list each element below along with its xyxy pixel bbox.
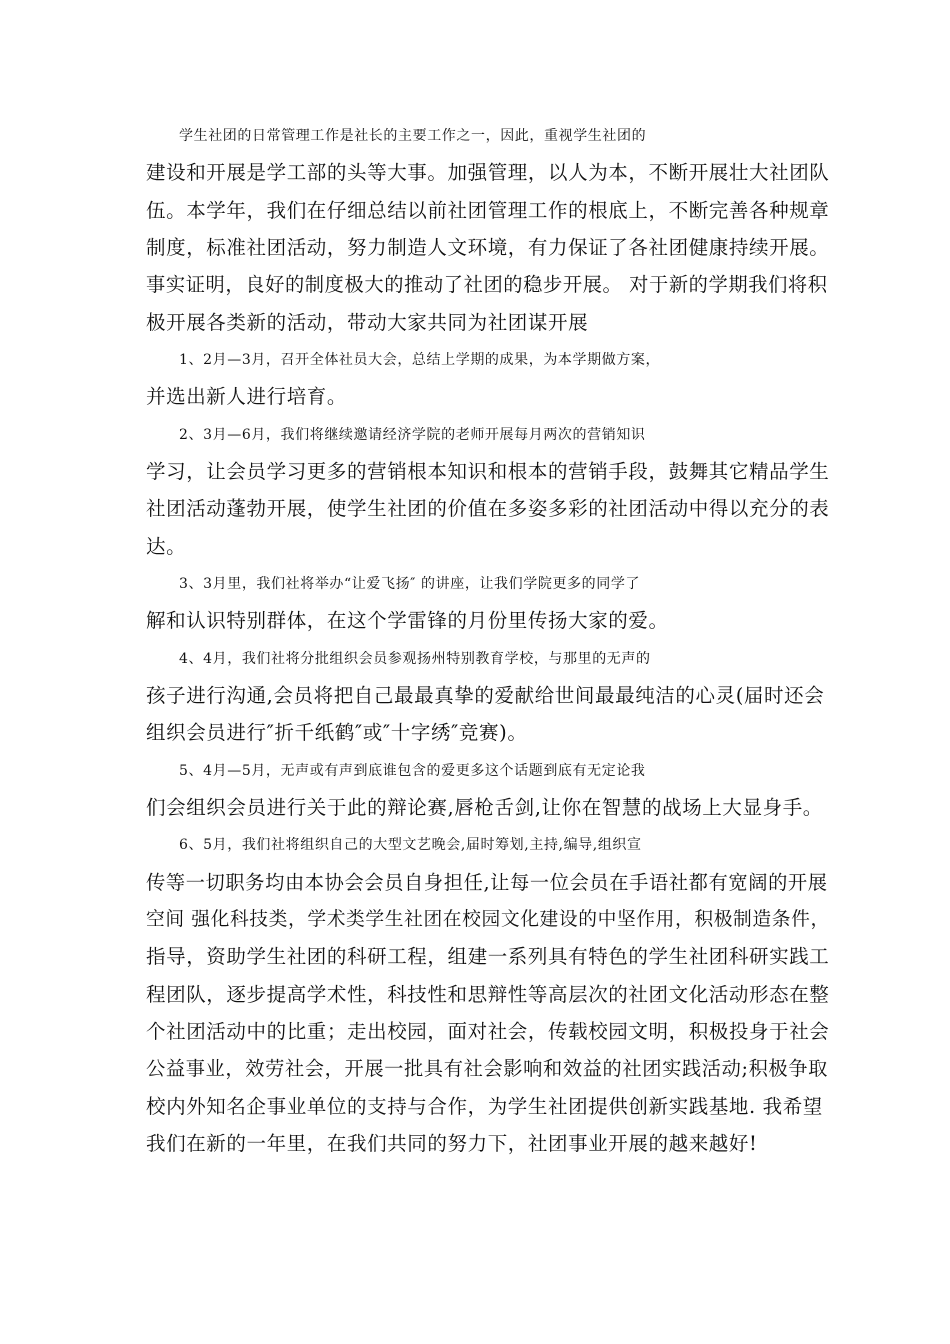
text-line: 6、5月，我们社将组织自己的大型文艺晚会,届时筹划,主持,编导,组织宣 xyxy=(179,837,642,853)
text-line: 学生社团的日常管理工作是社长的主要工作之一，因此，重视学生社团的 xyxy=(179,128,647,144)
text-line: 指导，资助学生社团的科研工程，组建一系列具有特色的学生社团科研实践工 xyxy=(146,945,830,968)
text-line: 制度，标准社团活动，努力制造人文环境，有力保证了各社团健康持续开展。 xyxy=(146,236,830,259)
text-line: 事实证明，良好的制度极大的推动了社团的稳步开展。 对于新的学期我们将积 xyxy=(146,273,828,296)
text-line: 学习，让会员学习更多的营销根本知识和根本的营销手段，鼓舞其它精品学生 xyxy=(146,460,830,483)
text-line: 们会组织会员进行关于此的辩论赛,唇枪舌剑,让你在智慧的战场上大显身手。 xyxy=(146,796,823,819)
text-line: 建设和开展是学工部的头等大事。加强管理，以人为本，不断开展壮大社团队 xyxy=(146,161,830,184)
text-line: 我们在新的一年里，在我们共同的努力下，社团事业开展的越来越好! xyxy=(146,1132,758,1155)
text-line: 5、4月—5月，无声或有声到底谁包含的爱更多这个话题到底有无定论我 xyxy=(179,763,646,779)
text-line: 2、3月—6月，我们将继续邀请经济学院的老师开展每月两次的营销知识 xyxy=(179,427,646,443)
text-line: 组织会员进行″折千纸鹤″或″十字绣″竞赛)。 xyxy=(146,721,528,744)
text-line: 公益事业，效劳社会，开展一批具有社会影响和效益的社团实践活动;积极争取 xyxy=(146,1057,828,1080)
text-line: 校内外知名企事业单位的支持与合作，为学生社团提供创新实践基地. 我希望 xyxy=(146,1095,823,1118)
text-line: 达。 xyxy=(146,535,187,558)
text-line: 并选出新人进行培育。 xyxy=(146,385,348,408)
text-line: 孩子进行沟通,会员将把自己最最真挚的爱献给世间最最纯洁的心灵(届时还会 xyxy=(146,684,825,707)
text-line: 传等一切职务均由本协会会员自身担任,让每一位会员在手语社都有宽阔的开展 xyxy=(146,871,828,894)
text-line: 解和认识特别群体，在这个学雷锋的月份里传扬大家的爱。 xyxy=(146,609,669,632)
text-line: 1、2月—3月，召开全体社员大会，总结上学期的成果，为本学期做方案， xyxy=(179,352,661,368)
text-line: 3、3月里，我们社将举办“让爱飞扬″ 的讲座，让我们学院更多的同学了 xyxy=(179,576,641,592)
text-line: 社团活动蓬勃开展，使学生社团的价值在多姿多彩的社团活动中得以充分的表 xyxy=(146,497,830,520)
text-line: 4、4月，我们社将分批组织会员参观扬州特别教育学校，与那里的无声的 xyxy=(179,651,651,667)
text-line: 个社团活动中的比重；走出校园，面对社会，传载校园文明，积极投身于社会 xyxy=(146,1020,830,1043)
text-line: 极开展各类新的活动，带动大家共同为社团谋开展 xyxy=(146,311,589,334)
text-line: 伍。本学年，我们在仔细总结以前社团管理工作的根底上，不断完善各种规章 xyxy=(146,199,830,222)
text-line: 空间 强化科技类，学术类学生社团在校园文化建设的中坚作用，积极制造条件， xyxy=(146,909,830,930)
text-line: 程团队，逐步提高学术性，科技性和思辩性等高层次的社团文化活动形态在整 xyxy=(146,983,830,1006)
